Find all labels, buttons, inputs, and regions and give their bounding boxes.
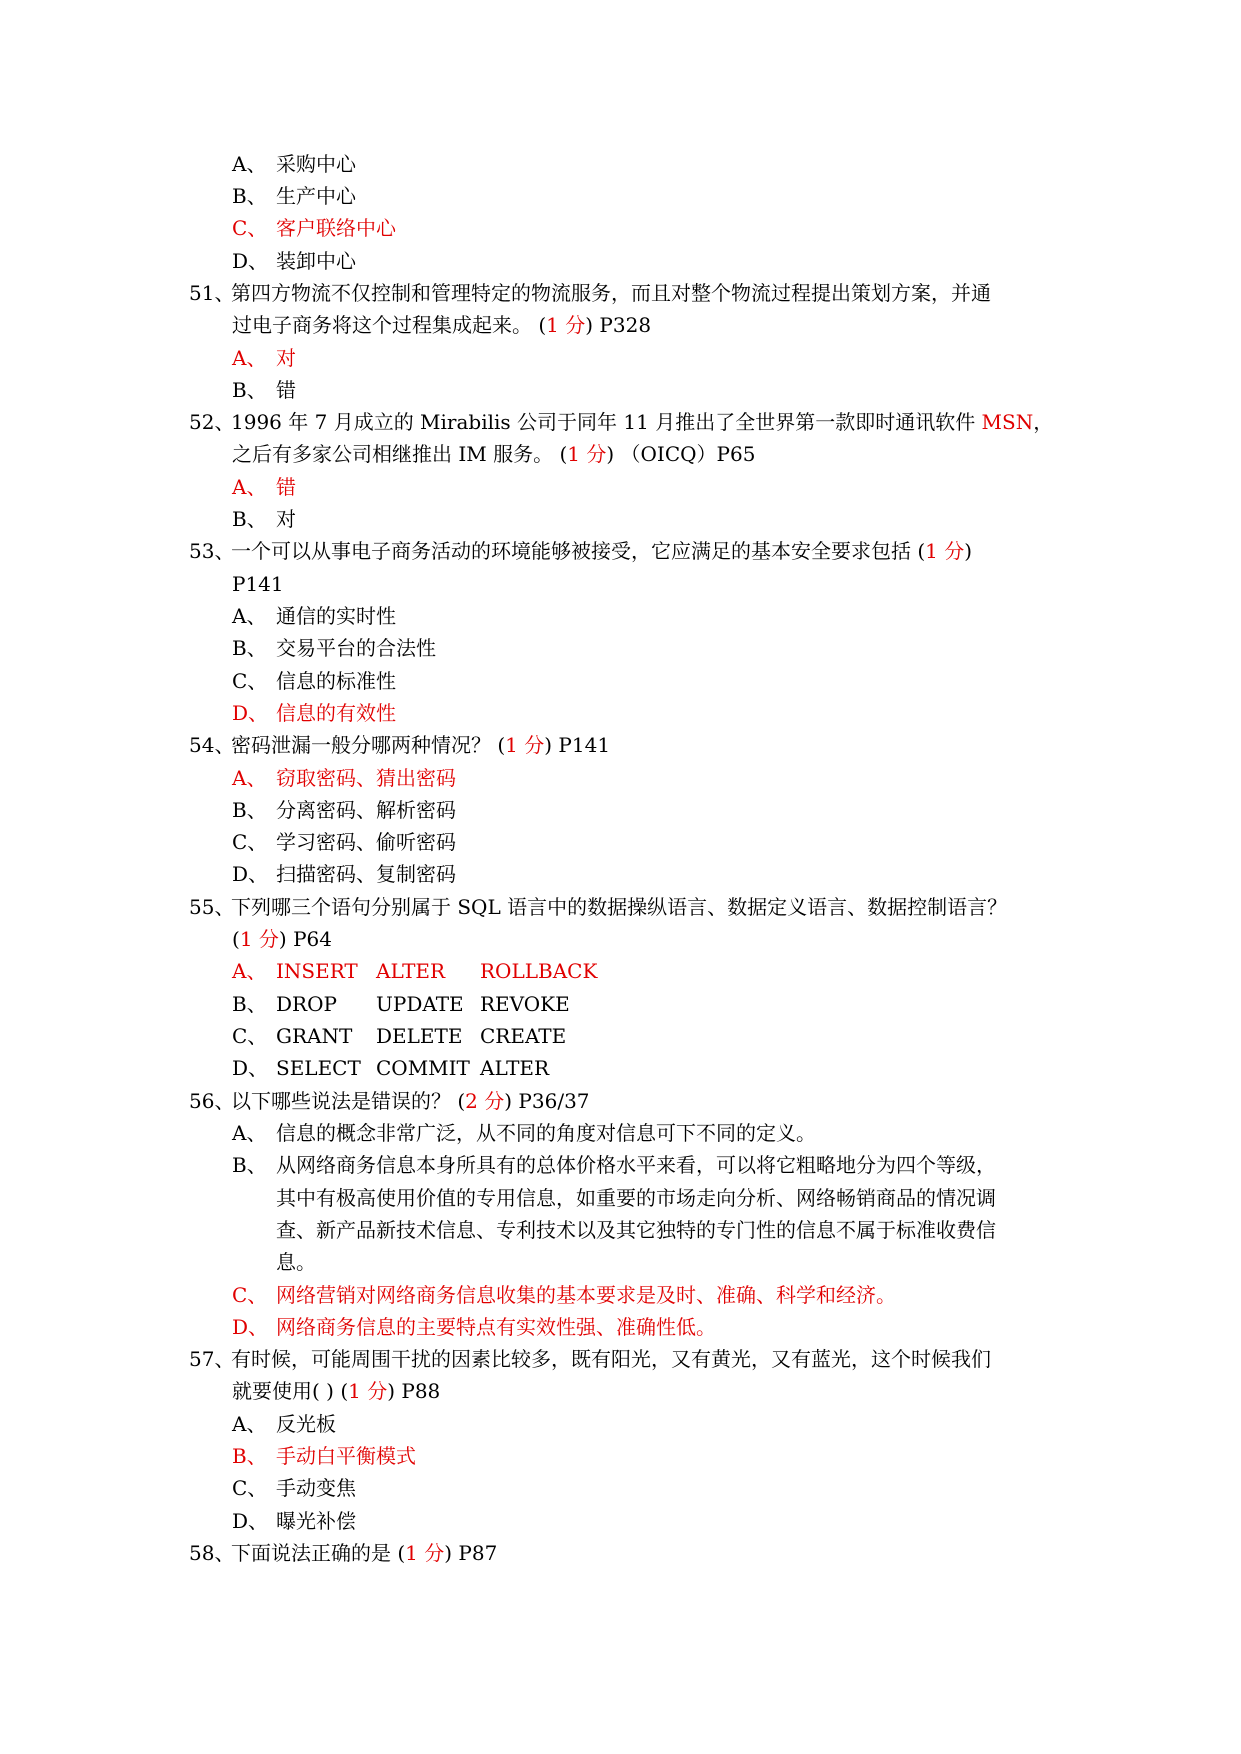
option-a: A、 通信的实时性 — [232, 604, 396, 628]
question-52: 52、1996 年 7 月成立的 Mirabilis 公司于同年 11 月推出了全世界第一款即时通讯软件 MSN， — [189, 410, 1054, 434]
score: 2 分 — [465, 1089, 505, 1113]
option-c-answer: C、 网络营销对网络商务信息收集的基本要求是及时、准确、科学和经济。 — [232, 1283, 896, 1307]
option-c: C、 手动变焦 — [232, 1476, 356, 1500]
option-b-cont: 息。 — [276, 1250, 316, 1274]
option-b-cont: 查、新产品新技术信息、专利技术以及其它独特的专门性的信息不属于标准收费信 — [276, 1218, 996, 1242]
option-d-answer: D、 信息的有效性 — [232, 701, 396, 725]
option-b: B、 错 — [232, 378, 296, 402]
question-52-cont: 之后有多家公司相继推出 IM 服务。 (1 分) （OICQ）P65 — [232, 442, 756, 466]
option-a: A、 反光板 — [232, 1412, 336, 1436]
option-a-answer: A、 对 — [232, 346, 296, 370]
option-a-answer: A、 窃取密码、猜出密码 — [232, 766, 456, 790]
question-57: 57、有时候，可能周围干扰的因素比较多，既有阳光，又有黄光，又有蓝光，这个时候我们 — [189, 1347, 991, 1371]
question-54: 54、密码泄漏一般分哪两种情况？ (1 分) P141 — [189, 733, 611, 757]
option-b: B、 生产中心 — [232, 184, 356, 208]
option-b-answer: B、 手动白平衡模式 — [232, 1444, 416, 1468]
option-b: B、 对 — [232, 507, 296, 531]
option-c: C、 学习密码、偷听密码 — [232, 830, 456, 854]
option-c: C、 信息的标准性 — [232, 669, 396, 693]
score: 1 分 — [405, 1541, 445, 1565]
option-a: A、 信息的概念非常广泛，从不同的角度对信息可下不同的定义。 — [232, 1121, 816, 1145]
option-b: B、 交易平台的合法性 — [232, 636, 436, 660]
score: 1 分 — [348, 1379, 388, 1403]
option-a-answer: A、 错 — [232, 475, 296, 499]
score: 1 分 — [546, 313, 586, 337]
score: 1 分 — [567, 442, 607, 466]
question-57-cont: 就要使用( ) (1 分) P88 — [232, 1379, 441, 1403]
option-d: D、 扫描密码、复制密码 — [232, 862, 456, 886]
question-55-cont: (1 分) P64 — [232, 927, 332, 951]
question-58: 58、下面说法正确的是 (1 分) P87 — [189, 1541, 498, 1565]
option-b: B、 分离密码、解析密码 — [232, 798, 456, 822]
option-d: D、 SELECT COMMIT ALTER — [232, 1056, 550, 1080]
question-53-cont: P141 — [232, 572, 284, 596]
question-51: 51、第四方物流不仅控制和管理特定的物流服务，而且对整个物流过程提出策划方案，并通 — [189, 281, 991, 305]
option-b-cont: 其中有极高使用价值的专用信息，如重要的市场走向分析、网络畅销商品的情况调 — [276, 1186, 996, 1210]
score: 1 分 — [505, 733, 545, 757]
option-d: D、 曝光补偿 — [232, 1509, 356, 1533]
option-d: D、 装卸中心 — [232, 249, 356, 273]
option-d-answer: D、 网络商务信息的主要特点有实效性强、准确性低。 — [232, 1315, 716, 1339]
option-b: B、 DROP UPDATE REVOKE — [232, 992, 570, 1016]
option-a: A、 采购中心 — [232, 152, 356, 176]
option-c-answer: C、 客户联络中心 — [232, 216, 396, 240]
score: 1 分 — [239, 927, 279, 951]
question-55: 55、下列哪三个语句分别属于 SQL 语言中的数据操纵语言、数据定义语言、数据控制语言？ — [189, 895, 1008, 919]
option-c: C、 GRANT DELETE CREATE — [232, 1024, 567, 1048]
question-56: 56、以下哪些说法是错误的？ (2 分) P36/37 — [189, 1089, 590, 1113]
option-b: B、 从网络商务信息本身所具有的总体价格水平来看，可以将它粗略地分为四个等级， — [232, 1153, 996, 1177]
option-a-answer: A、 INSERT ALTER ROLLBACK — [232, 959, 598, 983]
question-53: 53、一个可以从事电子商务活动的环境能够被接受，它应满足的基本安全要求包括 (1 分) — [189, 539, 973, 563]
question-51-cont: 过电子商务将这个过程集成起来。 (1 分) P328 — [232, 313, 652, 337]
score: 1 分 — [925, 539, 965, 563]
